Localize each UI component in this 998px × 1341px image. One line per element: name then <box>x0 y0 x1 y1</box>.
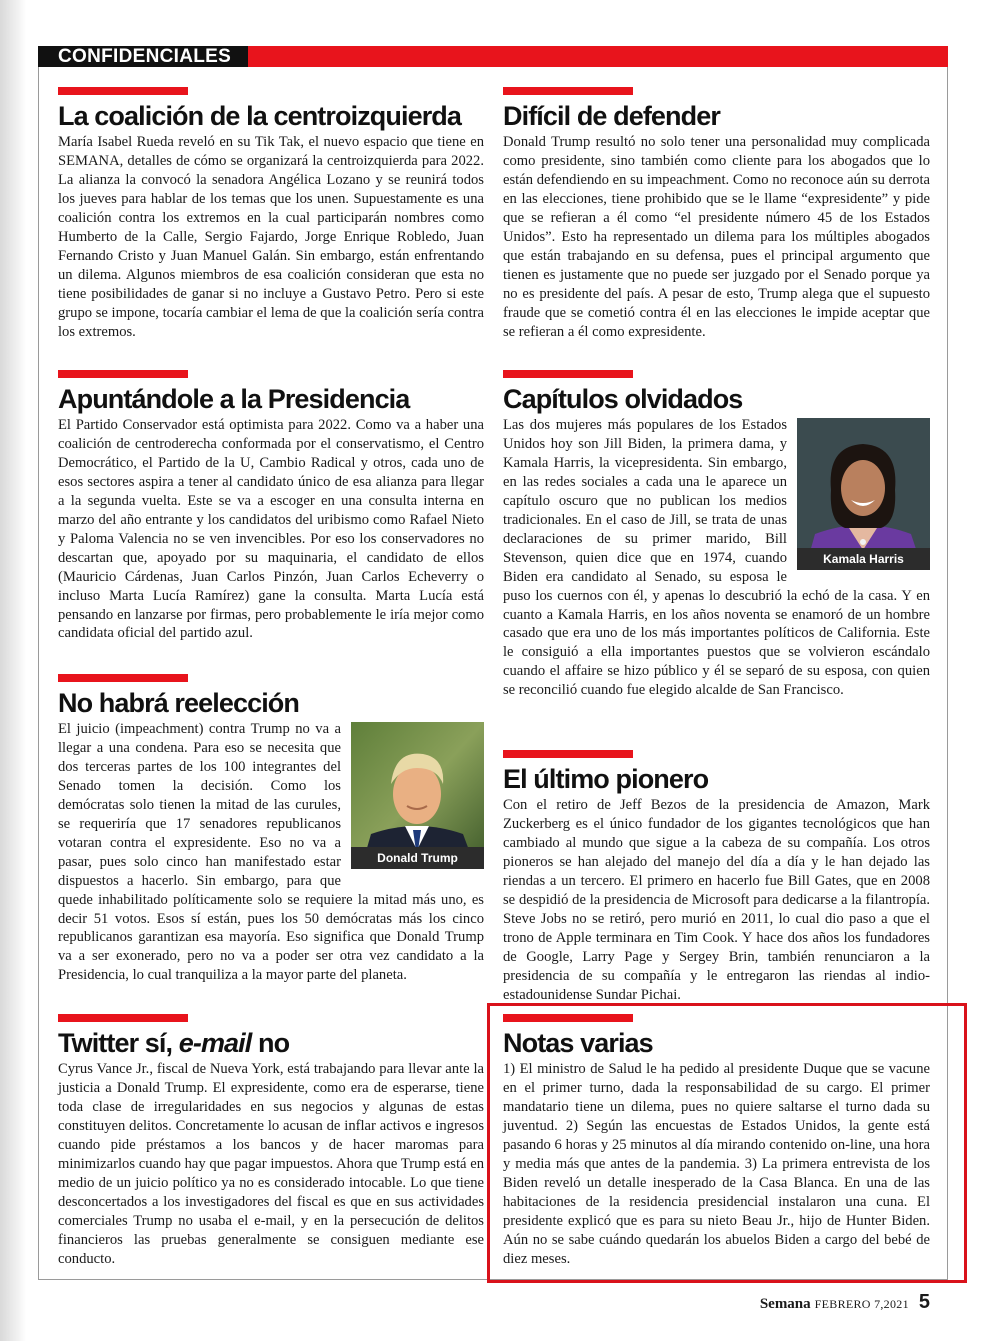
article-title: Notas varias <box>503 1028 653 1058</box>
article-title: Apuntándole a la Presidencia <box>58 384 410 414</box>
title-part: no <box>251 1028 290 1058</box>
article-red-bar <box>503 1014 633 1022</box>
title-part-italic: e-mail <box>178 1028 252 1058</box>
article-body: Con el retiro de Jeff Bezos de la presidencia de Amazon, Mark Zuckerberg es el único fundador de los gigantes tecnológicos que han cambiado al mundo que sigue a la cabeza de su compañía. Los otros pioneros se han alejado del manejo del día a día y le han dejado las riendas a un tercero. El primero en hacerlo fue Bill Gates, que en 2008 se despidió de la presidencia de Microsoft para dedicarse a la filantropía. Steve Jobs no se retiró, pero murió en 2011, lo cual dio paso a que el trono de Apple terminara en Tim Cook. Y hace dos años los fundadores de Google, Larry Page y Sergey Brin, también renunciaron a la presidencia de su compañía y le entregaron las riendas al indio-estadounidense Sundar Pichai. <box>503 797 930 1003</box>
article-coalicion <box>58 87 484 341</box>
article-notas <box>503 1014 930 1268</box>
page-number: 5 <box>918 1291 930 1313</box>
article-red-bar <box>503 750 633 758</box>
article-body: María Isabel Rueda reveló en su Tik Tak, el nuevo espacio que tiene en SEMANA, detalles de cómo se organizará la centroizquierda para 2022. La alianza la convocó la senadora Angélica Lozano y se reunirá todos los jueves para hablar de los temas que los unen. Supuestamente es una coalición contra los extremos en la cual participarán nombres como Humberto de la Calle, Sergio Fajardo, Jorge Enrique Robledo, Juan Fernando Cristo y Juan Manuel Galán. Sin embargo, están enfrentando un dilema. Algunos miembros de esa coalición consideran que esta no tiene posibilidades de ganar si no incluye a Gustavo Petro. Pero si este grupo se impone, tocaría cambiar el lema de que la coalición sería contra los extremos. <box>58 134 484 340</box>
page-footer <box>760 1290 930 1314</box>
article-title <box>58 1028 484 1058</box>
article-title: No habrá reelección <box>58 688 299 718</box>
photo-caption: Donald Trump <box>351 847 484 869</box>
article-pionero <box>503 750 930 1004</box>
trump-photo <box>351 722 484 869</box>
article-body: Donald Trump resultó no solo tener una personalidad muy complicada como presidente, sino también como cliente para los abogados que lo están defendiendo en su impeachment. Como no reconoce aún su derrota en las elecciones, tiene prohibido que se le llame “expresidente” y pide que se refieran a él como “el presidente número 45 de los Estados Unidos”. Esto ha representado un dilema para los múltiples abogados que están trabajando en su defensa, pues el principal argumento que tienen es justamente que no puede ser juzgado por el Senado porque ya no es presidente del país. A pesar de esto, Trump alega que el supuesto fraude que se cometió contra él en las elecciones le impide aceptar que se refieran a él como expresidente. <box>503 134 930 340</box>
article-red-bar <box>58 87 188 95</box>
harris-photo <box>797 418 930 570</box>
article-red-bar <box>58 370 188 378</box>
article-twitter <box>58 1014 484 1268</box>
title-part: Twitter sí, <box>58 1028 179 1058</box>
article-red-bar <box>58 674 188 682</box>
article-presidencia <box>58 370 484 643</box>
article-red-bar <box>503 370 633 378</box>
article-red-bar <box>503 87 633 95</box>
page-gutter-shadow <box>0 0 26 1341</box>
photo-caption: Kamala Harris <box>797 548 930 570</box>
article-body: 1) El ministro de Salud le ha pedido al presidente Duque que se vacune en el primer turno, dada la responsabilidad de su cargo. El primer mandatario tiene un dilema, pues no quiere saltarse el turno dada su juventud. 2) Según las encuestas de Estados Unidos, la gente está pasando 6 horas y 25 minutos al día mirando contenido on-line, una hora y media más que antes de la pandemia. 3) La primera entrevista de los Biden reveló un detalle inesperado de la Casa Blanca. En una de las habitaciones de la residencia presidencial instalaron una cuna. El presidente explicó que es para su nieto Beau Jr., hijo de Hunter Biden. Aún no se sabe cuándo quedarán los abuelos Biden a cargo del bebé de diez meses. <box>503 1061 930 1267</box>
article-title: La coalición de la centroizquierda <box>58 101 462 131</box>
article-body: El Partido Conservador está optimista para 2022. Como va a haber una coalición de centroderecha conformada por el conservatismo, el Centro Democrático, el Partido de la U, Cambio Radical y otros, cada uno de esos sectores aspira a tener al candidato único de esa alianza para llegar a la segunda vuelta. Este se va a escoger en una consulta interna en marzo del año entrante y los candidatos del uribismo como Rafael Nieto y Paloma Valencia no se ven invencibles. Por eso los conservadores no descartan que, apoyado por su maquinaria, el candidato de ellos (Mauricio Cárdenas, Juan Carlos Pinzón, Juan Carlos Echeverry o incluso Marta Lucía Ramírez) gane la consulta. Marta Lucía está pensando en lanzarse por firmas, pero probablemente le iría mejor como candidata oficial del partido azul. <box>58 417 484 642</box>
article-title: Capítulos olvidados <box>503 384 743 414</box>
article-title: El último pionero <box>503 764 709 794</box>
article-reeleccion <box>58 674 484 985</box>
section-header-red-bar <box>248 46 948 67</box>
publication-name: Semana <box>759 1296 811 1312</box>
article-title: Difícil de defender <box>503 101 720 131</box>
article-defender <box>503 87 930 341</box>
article-capitulos <box>503 370 930 700</box>
article-body: Cyrus Vance Jr., fiscal de Nueva York, está trabajando para llevar ante la justicia a Donald Trump. El expresidente, como era de esperarse, tiene toda clase de irregularidades en sus negocios y algunas de estas constituyen delitos. Concretamente lo acusan de inflar activos e ingresos cuando pide préstamos a los bancos y de hacer maromas para minimizarlos cuando hay que pagar impuestos. Ahora que Trump está en medio de un juicio político ya no es considerado intocable. Lo que tiene desconcertados a los investigadores del fiscal es que en sus actividades comerciales Trump no usaba el e-mail, y en la persecución de delitos financieros las pruebas generalmente se consiguen mediante ese conducto. <box>58 1061 484 1267</box>
article-body: El juicio (impeachment) contra Trump no va a llegar a una condena. Para eso se necesita que dos terceras partes de los 100 integrantes del Senado tomen la decisión. Como los demócratas solo tienen la mitad de las curules, se requeriría que 17 senadores republicanos votaran contra el expresidente. Eso no va a pasar, pues solo cinco han manifestado estar dispuestos a hacerlo. Sin embargo, para que quede inhabilitado políticamente solo se requiere la mitad más uno, es decir 51 votos. Esos sí están, pues los 50 demócratas más los cinco republicanos garantizan esa mayoría. Eso significa que Donald Trump va a ser exonerado, pero no va a poder ser otra vez candidato a la Presidencia, lo cual tranquiliza a la mayor parte del planeta. <box>58 721 484 984</box>
section-header-bar <box>38 46 948 67</box>
article-red-bar <box>58 1014 188 1022</box>
section-label: CONFIDENCIALES <box>58 46 232 67</box>
article-body: Las dos mujeres más populares de los Estados Unidos hoy son Jill Biden, la primera dama, y Kamala Harris, la vicepresidenta. Sin embargo, en las redes sociales a cada una le aparece un capítulo oscuro que no publican los medios tradicionales. En el caso de Jill, se trata de unas declaraciones de su primer marido, Bill Stevenson, quien dice que en 1974, cuando Biden era candidato al Senado, su esposa le puso los cuernos con él, y apenas lo descubrió la echó de la casa. Y en cuanto a Kamala Harris, en los años noventa se enamoró de un hombre casado que era uno de los más importantes políticos de California. Este le consiguió a ella importantes puestos que se volvieron escándalo cuando el affaire se hizo público y él se separó de su esposa, con quien se reconcilió cuando fue elegido alcalde de San Francisco. <box>503 417 930 699</box>
issue-date: FEBRERO 7,2021 <box>814 1297 909 1311</box>
